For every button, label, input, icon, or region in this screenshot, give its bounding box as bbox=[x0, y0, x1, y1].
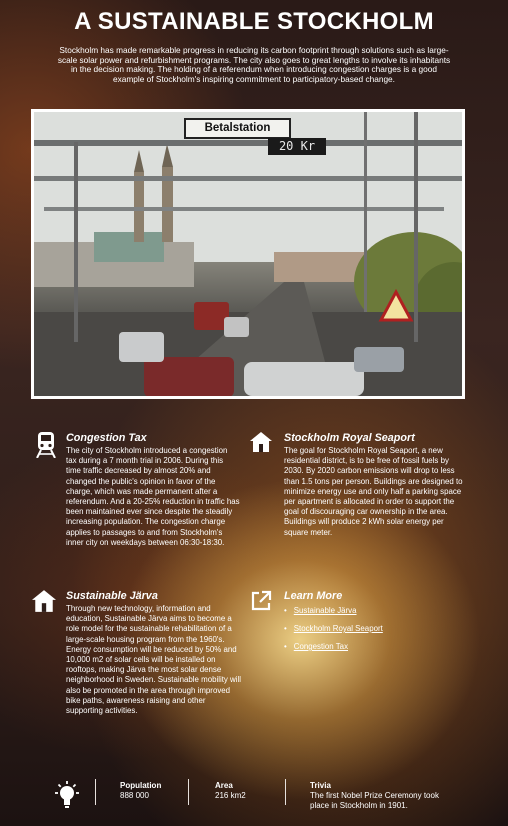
jarva-title: Sustainable Järva bbox=[66, 590, 158, 602]
lightbulb-icon bbox=[52, 780, 82, 810]
link-item bbox=[284, 606, 464, 615]
area-value: 216 km2 bbox=[215, 791, 246, 800]
population-stat bbox=[120, 781, 190, 801]
page-title: A SUSTAINABLE STOCKHOLM bbox=[74, 8, 434, 35]
royal-seaport-title: Stockholm Royal Seaport bbox=[284, 432, 415, 444]
royal-seaport-body: The goal for Stockholm Royal Seaport, a new residential district, is to be free of fossil fuels by 2030. By 2020 carbon emissions will drop to less than 1.5 tons per person. Buildings are designed to minimize energy use and only half a parking space per apartment is allocated in order to support the goal of discouraging car ownership in the area. Buildings will produce 2 kWh solar energy per square meter. bbox=[284, 446, 463, 537]
divider bbox=[95, 779, 96, 805]
link-item bbox=[284, 642, 464, 651]
toll-station-photo bbox=[34, 112, 462, 396]
congestion-tax-body: The city of Stockholm introduced a congestion tax during a 7 month trial in 2006. During this time traffic decreased by almost 20% and changed the public's opinion in favor of the charge, which was made permanent after a referendum. And a 20-25% reduction in traffic has been maintained ever since despite the steadily increasing population. The congestion charge applies to passages to and from Stockholm's inner city on weekdays between 06:30-18:30. bbox=[66, 446, 240, 547]
area-stat bbox=[215, 781, 275, 801]
external-link-icon bbox=[250, 590, 272, 612]
house-icon bbox=[250, 432, 272, 452]
link-congestion-tax[interactable]: Congestion Tax bbox=[293, 642, 349, 651]
photo-scene bbox=[34, 112, 462, 396]
population-label: Population bbox=[120, 781, 162, 790]
intro-paragraph: Stockholm has made remarkable progress in reducing its carbon footprint through solutions such as large-scale solar power and refurbishment programs. The city also goes to great lengths to involve its inhabitants in the decision making. The holding of a referendum when introducing congestion charges is a good example of Stockholm's inspiring commitment to participatory-based change. bbox=[57, 45, 451, 84]
toll-price-display: 20 Kr bbox=[268, 138, 326, 155]
congestion-tax-title: Congestion Tax bbox=[66, 432, 147, 444]
link-item bbox=[284, 624, 464, 633]
population-value: 888 000 bbox=[120, 791, 149, 800]
area-label: Area bbox=[215, 781, 233, 790]
trivia-value: The first Nobel Prize Ceremony took place in Stockholm in 1901. bbox=[310, 791, 439, 810]
jarva-body: Through new technology, information and education, Sustainable Järva aims to become a role model for the sustainable rehabilitation of a large-scale housing program from the 1960's. Energy consumption will be reduced by 50% and 10,000 m2 of solar cells will be installed on rooftops, making Järva the most solar dense neighborhood in Sweden. Sustainable mobility will also be promoted in the area through improved bike paths, awareness raising and other supporting activities. bbox=[66, 604, 242, 716]
trivia-stat bbox=[310, 781, 450, 811]
trivia-label: Trivia bbox=[310, 781, 331, 790]
jarva-section bbox=[66, 590, 242, 716]
link-sustainable-jarva[interactable]: Sustainable Järva bbox=[293, 606, 357, 615]
divider bbox=[188, 779, 189, 805]
learn-more-section bbox=[284, 590, 464, 660]
divider bbox=[285, 779, 286, 805]
photo-frame bbox=[31, 109, 465, 399]
link-royal-seaport[interactable]: Stockholm Royal Seaport bbox=[293, 624, 383, 633]
congestion-tax-section bbox=[66, 432, 240, 548]
house-icon bbox=[32, 590, 56, 612]
betalstation-sign: Betalstation bbox=[184, 118, 291, 139]
royal-seaport-section bbox=[284, 432, 464, 538]
learn-more-links bbox=[284, 606, 464, 651]
learn-more-title: Learn More bbox=[284, 590, 343, 602]
train-icon bbox=[36, 432, 56, 458]
